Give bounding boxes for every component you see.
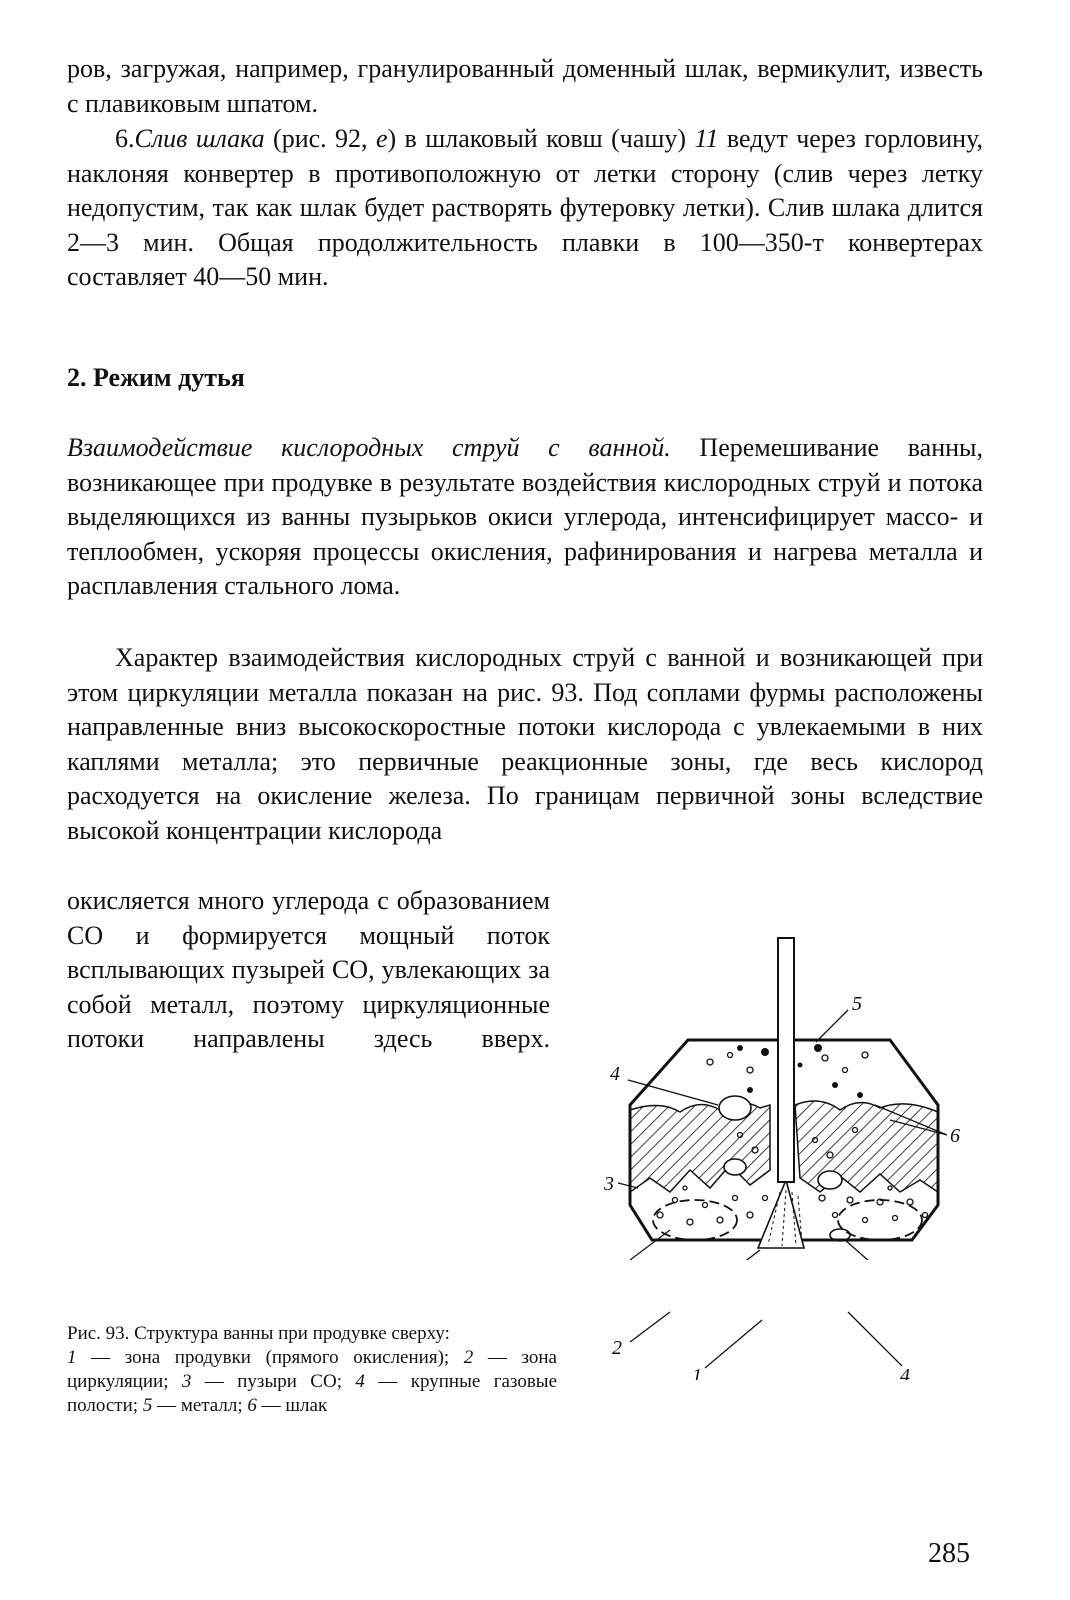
paragraph-interaction-continued xyxy=(67,884,550,1057)
legend-number: 1 xyxy=(67,1347,77,1368)
item-number: 6. xyxy=(115,124,135,153)
paragraph-text: ведут через горловину, наклоняя конвертер в противоположную от летки сторону (слив через летку недопустим, так как шлак будет растворять футеровку летки). Слив шлака длится 2—3 мин. Общая продолжительность плавки в 100—350-т конвертерах составляет 40—50 мин. xyxy=(67,124,983,292)
paragraph-text: Перемешивание ванны, возникающее при продувке в результате воздействия кислородных струй и потока выделяющихся из ванны пузырьков окиси углерода, интенсифицирует массо- и теплообмен, ускоряя процессы окисления, рафинирования и нагрева металла и расплавления стального лома. xyxy=(67,433,983,601)
figure-caption xyxy=(67,1322,557,1418)
paragraph-oxygen-jets xyxy=(67,431,983,604)
gas-cavity xyxy=(719,1096,751,1120)
paragraph-continuation xyxy=(67,52,983,121)
paragraph-text: ров, загружая, например, гранулированный доменный шлак, вермикулит, известь с плавиковым шпатом. xyxy=(67,54,983,118)
caption-title: Рис. 93. Структура ванны при продувке сверху: xyxy=(67,1323,450,1344)
paragraph-interaction xyxy=(67,641,983,849)
page-number: 285 xyxy=(928,1538,970,1569)
legend-text: — крупные газовые полости; xyxy=(67,1371,558,1416)
figure-item-number: 11 xyxy=(694,124,719,153)
diagram-bottom-svg xyxy=(590,1260,990,1380)
label-4-lower: 4 xyxy=(900,1365,910,1380)
circulation-zone-right xyxy=(838,1200,922,1240)
oxygen-lance xyxy=(778,938,794,1182)
paragraph-text: Характер взаимодействия кислородных струй с ванной и возникающей при этом циркуляции металла показан на рис. 93. Под соплами фурмы расположены направленные вниз высокоскоростные потоки кислорода с увлекаемыми в них каплями металла; это первичные реакционные зоны, где весь кислород расходуется на окисление железа. По границам первичной зоны вследствие высокой концентрации кислорода xyxy=(67,643,983,845)
diagram-svg xyxy=(590,930,990,1260)
converter-bath-diagram xyxy=(590,930,990,1260)
paragraph-text: ) в шлаковый ковш (чашу) xyxy=(387,124,695,153)
legend-number: 5 xyxy=(142,1395,153,1416)
blowing-zone xyxy=(758,1180,804,1248)
label-3: 3 xyxy=(604,1173,614,1195)
legend-number: 4 xyxy=(355,1371,365,1392)
run-in-title: Слив шлака xyxy=(134,124,265,153)
diagram-bottom-labels xyxy=(590,1260,990,1380)
label-5: 5 xyxy=(852,993,862,1015)
label-1: 1 xyxy=(692,1365,702,1380)
legend-number: 2 xyxy=(463,1347,474,1368)
figure-reference-letter: е xyxy=(375,124,388,153)
section-heading: 2. Режим дутья xyxy=(67,363,245,392)
label-6: 6 xyxy=(950,1125,960,1147)
legend-number: 6 xyxy=(247,1395,257,1416)
legend-text: — пузыри СО; xyxy=(191,1371,356,1392)
caption-legend xyxy=(67,1346,557,1418)
paragraph-text: окисляется много углерода с образованием СО и формируется мощный поток всплывающих пузырей СО, увлекающих за собой металл, поэтому циркуляционные потоки направлены здесь вверх. xyxy=(67,886,550,1054)
legend-number: 3 xyxy=(181,1371,192,1392)
legend-text: — металл; xyxy=(152,1395,248,1416)
gas-cavity xyxy=(724,1159,746,1175)
figure-reference: (рис. 92, xyxy=(264,124,376,153)
legend-text: — зона продувки (прямого окисления); xyxy=(76,1347,464,1368)
label-4-upper: 4 xyxy=(610,1063,620,1085)
run-in-title: Взаимодействие кислородных струй с ванной. xyxy=(67,433,671,462)
gas-cavity xyxy=(818,1171,842,1189)
legend-text: — шлак xyxy=(256,1395,328,1416)
label-2: 2 xyxy=(612,1337,622,1359)
legend-text: — зона циркуляции; xyxy=(67,1347,557,1392)
paragraph-slag-tapping xyxy=(67,122,983,295)
metal-drops xyxy=(737,1044,863,1098)
